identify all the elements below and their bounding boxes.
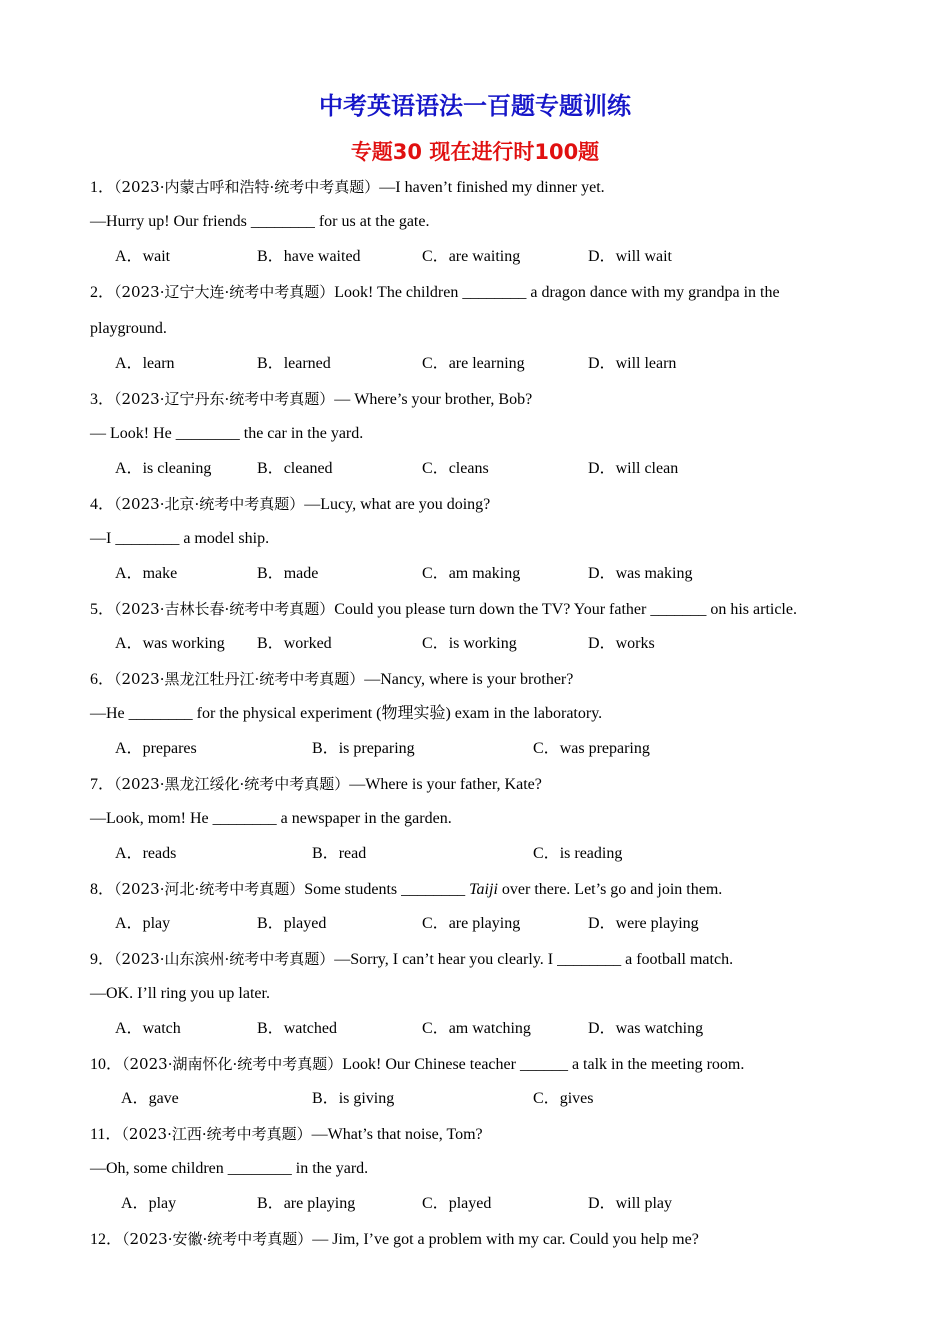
option-letter: C． <box>422 460 449 477</box>
option-letter: A． <box>121 1195 149 1212</box>
question-source: （2023·辽宁丹东·统考中考真题） <box>114 390 335 408</box>
option-letter: B． <box>257 565 284 582</box>
option-letter: A． <box>115 635 143 652</box>
option-letter: B． <box>312 845 339 862</box>
option-text: are learning <box>448 355 525 372</box>
question-9-reply: —OK. I’ll ring you up later. <box>90 985 270 1002</box>
question-number: 8． <box>90 881 115 898</box>
option-c[interactable] <box>422 1194 491 1214</box>
question-number: 11． <box>90 1126 122 1143</box>
option-d[interactable] <box>588 914 699 934</box>
option-text: learned <box>283 355 331 372</box>
option-a[interactable] <box>115 247 170 267</box>
option-a[interactable] <box>115 459 211 479</box>
option-d[interactable] <box>588 564 692 584</box>
question-7 <box>90 774 542 795</box>
option-a[interactable] <box>115 844 176 864</box>
question-source: （2023·河北·统考中考真题） <box>114 880 305 898</box>
question-text: —Where is your father, Kate? <box>349 776 542 793</box>
option-c[interactable] <box>422 564 520 584</box>
question-number: 10． <box>90 1056 123 1073</box>
question-4-reply: —I ________ a model ship. <box>90 530 270 547</box>
option-d[interactable] <box>588 1019 703 1039</box>
option-letter: C． <box>533 845 560 862</box>
question-7-reply: —Look, mom! He ________ a newspaper in the garden. <box>90 810 452 827</box>
option-d[interactable] <box>588 354 676 374</box>
option-text: works <box>615 635 655 652</box>
question-number: 2． <box>90 284 115 301</box>
option-c[interactable] <box>422 354 525 374</box>
option-text: was making <box>615 565 693 582</box>
option-letter: A． <box>115 740 143 757</box>
question-11-reply: —Oh, some children ________ in the yard. <box>90 1160 369 1177</box>
option-letter: C． <box>422 355 449 372</box>
option-b[interactable] <box>257 634 332 654</box>
question-text-italic: Taiji <box>469 881 498 898</box>
option-text: am making <box>448 565 521 582</box>
option-text: watched <box>283 1020 337 1037</box>
option-b[interactable] <box>312 844 366 864</box>
question-source: （2023·山东滨州·统考中考真题） <box>114 950 335 968</box>
option-letter: A． <box>115 1020 143 1037</box>
option-text: is cleaning <box>142 460 212 477</box>
option-c[interactable] <box>533 739 650 759</box>
option-b[interactable] <box>312 1089 394 1109</box>
question-number: 6． <box>90 671 115 688</box>
option-letter: A． <box>115 248 143 265</box>
option-a[interactable] <box>115 739 197 759</box>
option-letter: D． <box>588 1020 616 1037</box>
option-text: prepares <box>142 740 197 757</box>
option-text: was watching <box>615 1020 704 1037</box>
option-a[interactable] <box>115 634 225 654</box>
option-letter: A． <box>115 845 143 862</box>
option-text: have waited <box>283 248 361 265</box>
main-title: 中考英语语法一百题专题训练 <box>319 92 631 120</box>
question-number: 12． <box>90 1231 123 1248</box>
option-letter: A． <box>121 1090 149 1107</box>
question-5 <box>90 599 797 620</box>
option-letter: B． <box>312 1090 339 1107</box>
question-number: 5． <box>90 601 115 618</box>
question-2-continued: playground. <box>90 320 167 337</box>
option-letter: C． <box>422 915 449 932</box>
option-letter: C． <box>533 1090 560 1107</box>
option-letter: A． <box>115 915 143 932</box>
option-a[interactable] <box>115 354 175 374</box>
option-text: played <box>283 915 327 932</box>
option-c[interactable] <box>422 247 520 267</box>
option-text: learn <box>142 355 175 372</box>
option-text: reads <box>142 845 177 862</box>
option-text: worked <box>283 635 332 652</box>
option-b[interactable] <box>257 1019 337 1039</box>
option-b[interactable] <box>257 354 331 374</box>
option-text: gives <box>559 1090 594 1107</box>
question-3 <box>90 389 532 410</box>
option-letter: B． <box>257 460 284 477</box>
option-a[interactable] <box>121 1194 176 1214</box>
option-letter: B． <box>257 635 284 652</box>
option-letter: C． <box>422 248 449 265</box>
option-text: was working <box>142 635 225 652</box>
option-letter: D． <box>588 635 616 652</box>
question-text: —I haven’t finished my dinner yet. <box>379 179 605 196</box>
option-a[interactable] <box>115 564 177 584</box>
option-text: watch <box>142 1020 181 1037</box>
question-text: Some students ________ <box>304 881 470 898</box>
option-b[interactable] <box>312 739 415 759</box>
option-a[interactable] <box>115 914 170 934</box>
option-letter: B． <box>312 740 339 757</box>
option-text: will play <box>615 1195 672 1212</box>
option-letter: B． <box>257 248 284 265</box>
option-b[interactable] <box>257 247 361 267</box>
question-source: （2023·黑龙江牡丹江·统考中考真题） <box>114 670 365 688</box>
question-10 <box>90 1054 744 1075</box>
option-b[interactable] <box>257 459 333 479</box>
option-a[interactable] <box>121 1089 179 1109</box>
question-source: （2023·辽宁大连·统考中考真题） <box>114 283 335 301</box>
option-letter: D． <box>588 355 616 372</box>
option-text: was preparing <box>559 740 650 757</box>
option-letter: D． <box>588 460 616 477</box>
question-6 <box>90 669 573 690</box>
option-text: is giving <box>338 1090 395 1107</box>
question-text: Could you please turn down the TV? Your father _______ on his article. <box>334 601 797 618</box>
option-text: gave <box>148 1090 179 1107</box>
option-text: cleaned <box>283 460 333 477</box>
option-text: will wait <box>615 248 672 265</box>
option-letter: B． <box>257 915 284 932</box>
question-number: 4． <box>90 496 115 513</box>
question-number: 1． <box>90 179 115 196</box>
question-2 <box>90 282 780 303</box>
option-b[interactable] <box>257 914 326 934</box>
option-c[interactable] <box>533 1089 593 1109</box>
option-b[interactable] <box>257 1194 355 1214</box>
question-number: 7． <box>90 776 115 793</box>
option-letter: D． <box>588 1195 616 1212</box>
option-text: play <box>142 915 171 932</box>
question-text: —Lucy, what are you doing? <box>304 496 491 513</box>
option-d[interactable] <box>588 247 672 267</box>
option-letter: B． <box>257 1195 284 1212</box>
option-c[interactable] <box>533 844 622 864</box>
question-text: —Sorry, I can’t hear you clearly. I ________ a football match. <box>334 951 734 968</box>
question-source: （2023·北京·统考中考真题） <box>114 495 305 513</box>
option-b[interactable] <box>257 564 318 584</box>
option-letter: C． <box>422 1020 449 1037</box>
question-source: （2023·江西·统考中考真题） <box>121 1125 312 1143</box>
option-letter: C． <box>422 1195 449 1212</box>
option-letter: A． <box>115 460 143 477</box>
option-text: are waiting <box>448 248 521 265</box>
question-source: （2023·湖南怀化·统考中考真题） <box>122 1055 343 1073</box>
question-number: 9． <box>90 951 115 968</box>
question-text: — Where’s your brother, Bob? <box>334 391 533 408</box>
option-text: play <box>148 1195 177 1212</box>
question-source: （2023·安徽·统考中考真题） <box>122 1230 313 1248</box>
question-text: —Nancy, where is your brother? <box>364 671 574 688</box>
option-a[interactable] <box>115 1019 181 1039</box>
option-text: am watching <box>448 1020 531 1037</box>
question-3-reply: — Look! He ________ the car in the yard. <box>90 425 364 442</box>
question-4 <box>90 494 490 515</box>
option-text: is working <box>448 635 517 652</box>
sub-title: 专题30 现在进行时100题 <box>350 140 600 164</box>
option-text: played <box>448 1195 492 1212</box>
question-text: — Jim, I’ve got a problem with my car. Could you help me? <box>312 1231 699 1248</box>
option-text: is reading <box>559 845 623 862</box>
option-c[interactable] <box>422 1019 531 1039</box>
question-6-reply: —He ________ for the physical experiment (物理实验) exam in the laboratory. <box>90 705 603 722</box>
option-c[interactable] <box>422 914 520 934</box>
option-letter: B． <box>257 1020 284 1037</box>
option-text: will learn <box>615 355 677 372</box>
option-text: read <box>338 845 367 862</box>
question-8 <box>90 879 722 900</box>
question-source: （2023·黑龙江绥化·统考中考真题） <box>114 775 350 793</box>
option-text: wait <box>142 248 171 265</box>
question-11 <box>90 1124 483 1145</box>
question-number: 3． <box>90 391 115 408</box>
option-text: is preparing <box>338 740 415 757</box>
option-letter: A． <box>115 565 143 582</box>
question-text: Look! The children ________ a dragon dance with my grandpa in the <box>334 284 780 301</box>
option-letter: A． <box>115 355 143 372</box>
option-c[interactable] <box>422 634 517 654</box>
question-12 <box>90 1229 699 1250</box>
option-letter: C． <box>422 565 449 582</box>
question-1 <box>90 177 605 198</box>
option-text: made <box>283 565 319 582</box>
option-letter: B． <box>257 355 284 372</box>
option-d[interactable] <box>588 634 655 654</box>
question-text: —What’s that noise, Tom? <box>311 1126 483 1143</box>
option-text: are playing <box>283 1195 356 1212</box>
option-text: make <box>142 565 178 582</box>
option-d[interactable] <box>588 459 678 479</box>
option-letter: D． <box>588 915 616 932</box>
option-text: will clean <box>615 460 679 477</box>
option-text: are playing <box>448 915 521 932</box>
question-1-reply: —Hurry up! Our friends ________ for us at the gate. <box>90 213 430 230</box>
option-letter: C． <box>533 740 560 757</box>
option-letter: D． <box>588 565 616 582</box>
option-letter: D． <box>588 248 616 265</box>
question-text: Look! Our Chinese teacher ______ a talk in the meeting room. <box>342 1056 745 1073</box>
option-d[interactable] <box>588 1194 672 1214</box>
question-source: （2023·内蒙古呼和浩特·统考中考真题） <box>114 178 380 196</box>
option-c[interactable] <box>422 459 489 479</box>
option-text: were playing <box>615 915 699 932</box>
option-text: cleans <box>448 460 489 477</box>
question-text-end: over there. Let’s go and join them. <box>497 881 723 898</box>
question-9 <box>90 949 733 970</box>
question-source: （2023·吉林长春·统考中考真题） <box>114 600 335 618</box>
option-letter: C． <box>422 635 449 652</box>
